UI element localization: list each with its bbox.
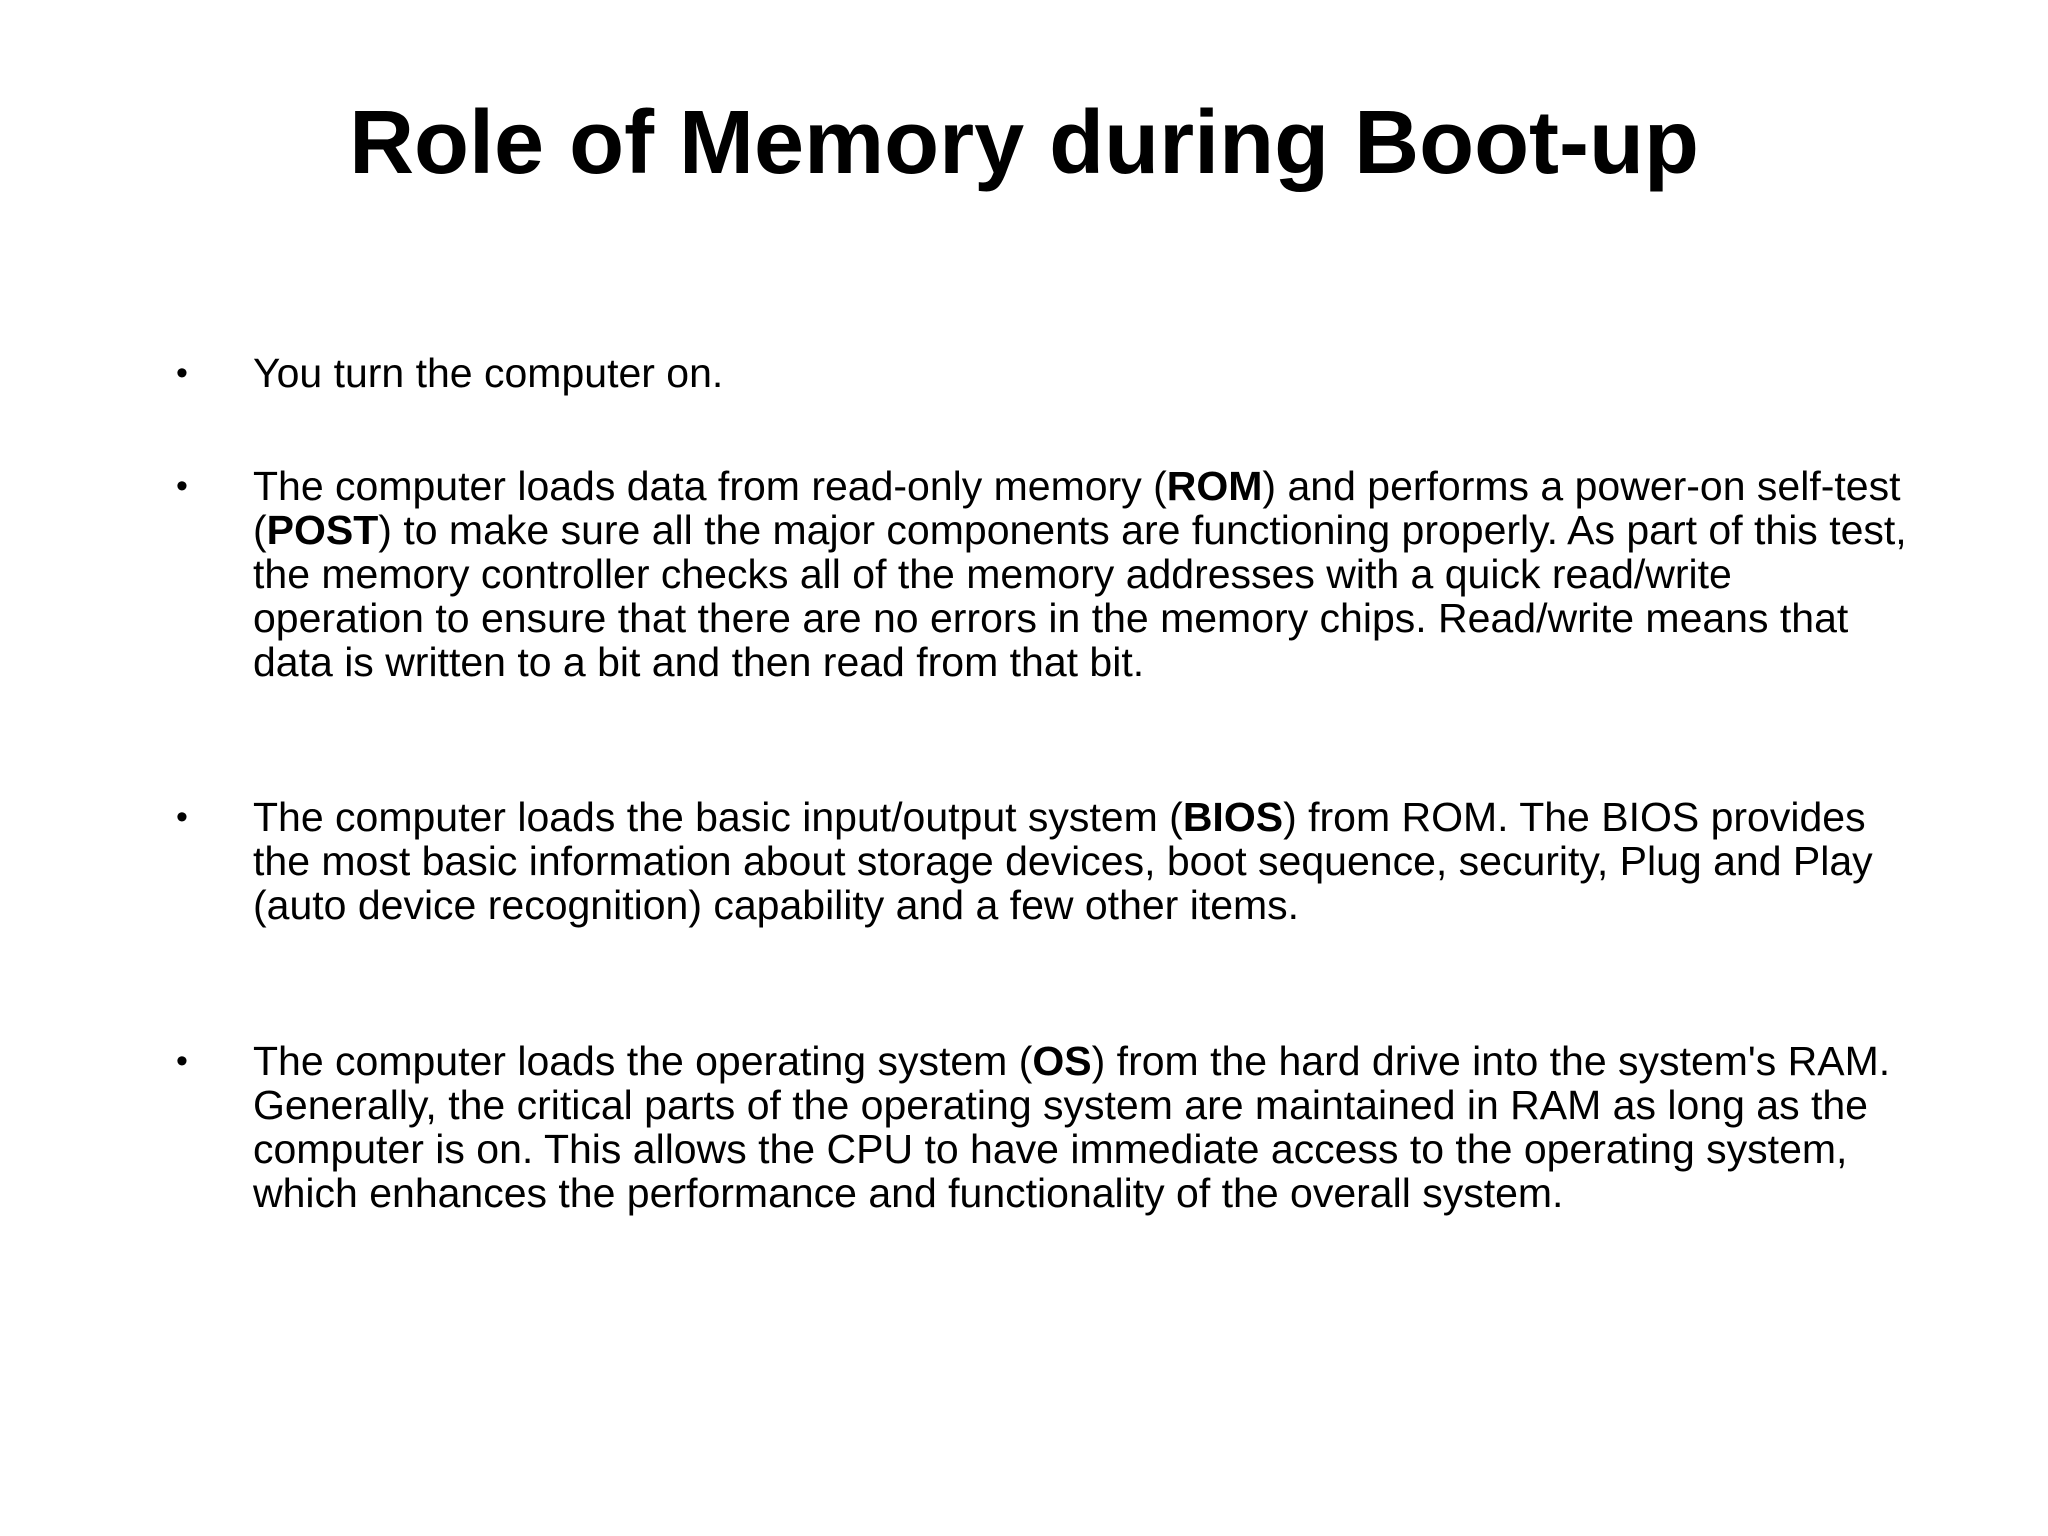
bullet-text — [253, 351, 1913, 395]
bullet-marker: • — [176, 467, 188, 505]
bullet-text-segment: ) to make sure all the major components are functioning properly. As part of this test, the memory controller checks all of the memory addresses with a quick read/write operation to ensure that there are no errors in the memory chips. Read/write means that data is written to a bit and then read from that bit. — [253, 507, 1907, 685]
bullet-marker: • — [176, 1042, 188, 1080]
bullet-term-os: OS — [1032, 1038, 1092, 1084]
bullet-term-rom: ROM — [1166, 463, 1263, 509]
bullet-text-segment: ) and performs a power-on self-test ( — [253, 463, 1901, 553]
bullet-term-post: POST — [266, 507, 379, 553]
bullet-text — [253, 464, 1913, 684]
bullet-text-segment: The computer loads the operating system ( — [253, 1038, 1033, 1084]
bullet-text-segment: The computer loads data from read-only memory ( — [253, 463, 1167, 509]
bullet-marker: • — [176, 798, 188, 836]
bullet-item — [176, 794, 1913, 928]
bullet-text-segment: ) from ROM. The BIOS provides the most basic information about storage devices, boot sequence, security, Plug and Play (auto device recognition) capability and a few other items. — [253, 794, 1873, 928]
bullet-item — [176, 1038, 1913, 1216]
bullet-marker: • — [176, 354, 188, 392]
bullet-term-bios: BIOS — [1182, 794, 1284, 840]
bullet-text — [253, 795, 1913, 927]
bullet-text-segment: You turn the computer on. — [253, 350, 724, 396]
bullet-item — [176, 350, 1913, 396]
bullet-text-segment: ) from the hard drive into the system's RAM. Generally, the critical parts of the operating system are maintained in RAM as long as the computer is on. This allows the CPU to have immediate access to the operating system, which enhances the performance and functionality of the overall system. — [253, 1038, 1891, 1216]
bullet-item — [176, 463, 1913, 685]
bullet-text — [253, 1039, 1913, 1215]
bullet-text-segment: The computer loads the basic input/output system ( — [253, 794, 1183, 840]
slide-title: Role of Memory during Boot-up — [349, 93, 1699, 193]
